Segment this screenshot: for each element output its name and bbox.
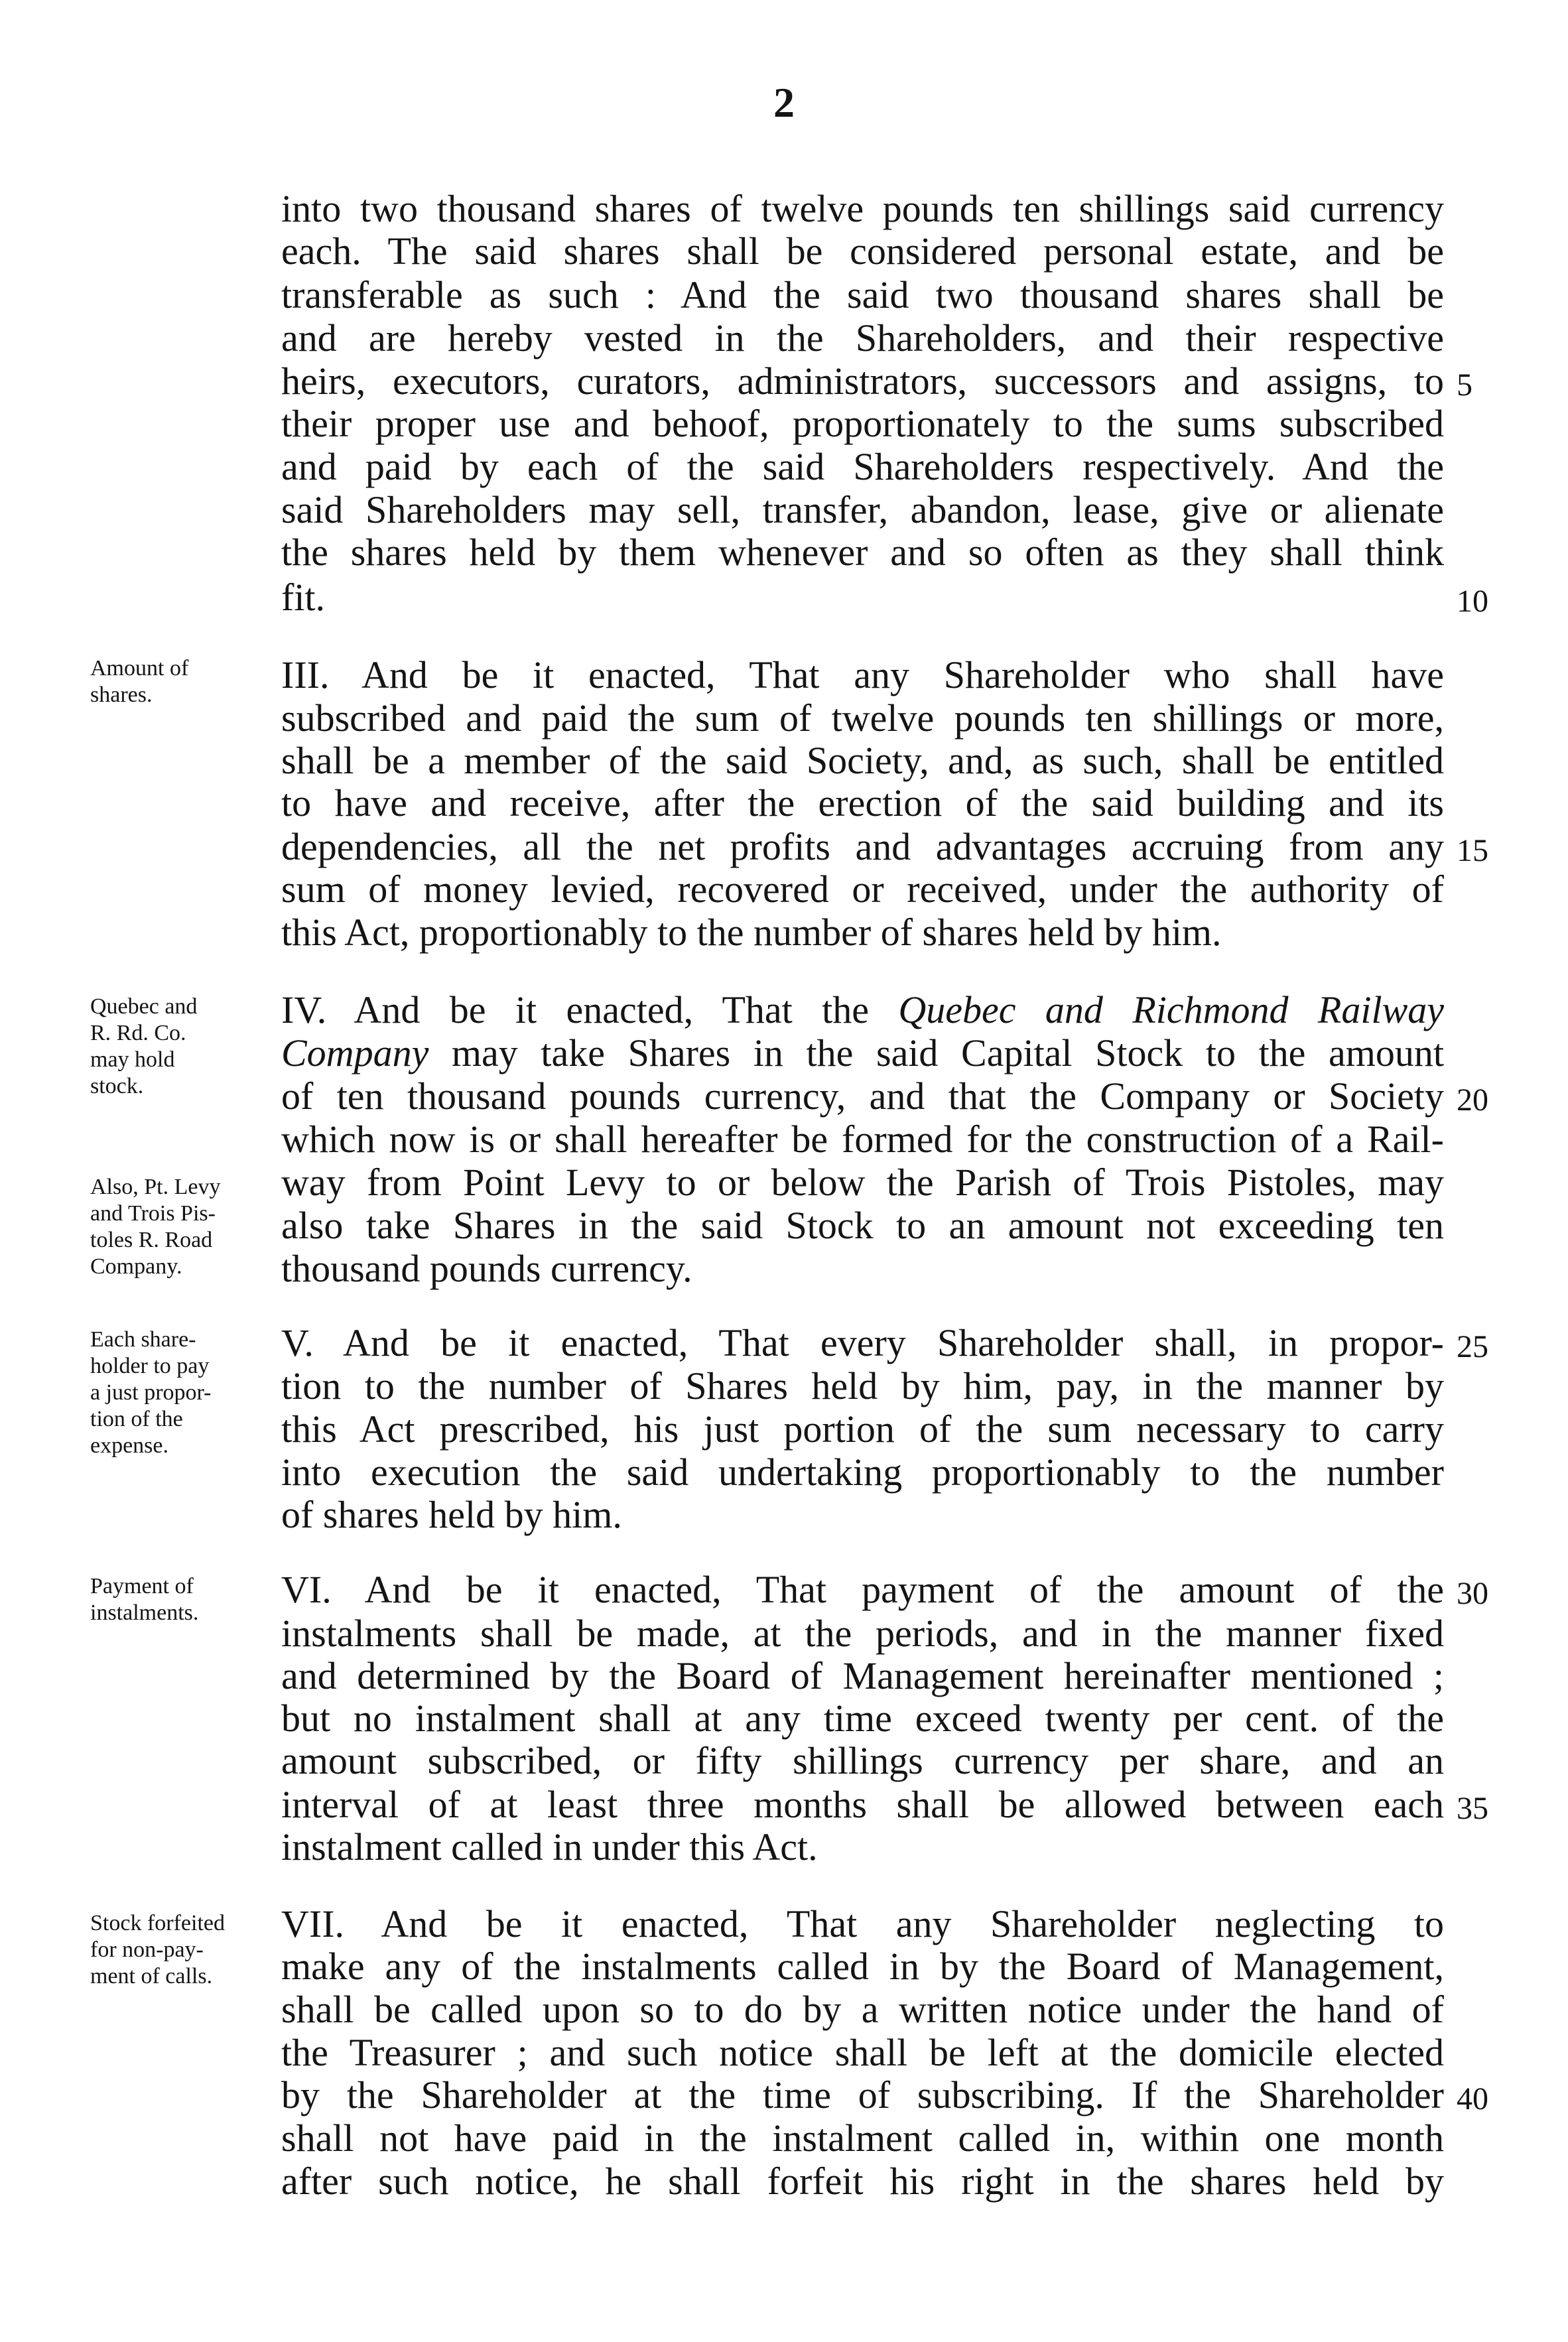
body-line — [281, 359, 1444, 403]
body-line — [281, 988, 1444, 1032]
line-number: 25 — [1457, 1329, 1488, 1364]
text-run: after such notice, he shall forfeit his right in the shares held by — [281, 2160, 1444, 2203]
body-line — [281, 2031, 1444, 2075]
margin-note-line: Stock forfeited — [90, 1911, 225, 1935]
text-run: subscribed and paid the sum of twelve pounds ten shillings or more, — [281, 696, 1444, 740]
body-line — [281, 531, 1444, 574]
body-line — [281, 1783, 1444, 1827]
body-line — [281, 1902, 1444, 1946]
text-run: and paid by each of the said Shareholders respectively. And the — [281, 445, 1444, 488]
text-run: transferable as such : And the said two thousand shares shall be — [281, 273, 1444, 316]
margin-note-line: Also, Pt. Levy — [90, 1175, 221, 1199]
body-line — [281, 402, 1444, 446]
margin-note-line: R. Rd. Co. — [90, 1021, 186, 1045]
text-run: the shares held by them whenever and so often as they shall think — [281, 531, 1444, 574]
body-line — [281, 653, 1444, 697]
body-line — [281, 229, 1444, 273]
line-number: 30 — [1457, 1576, 1488, 1611]
margin-note — [90, 1327, 289, 1459]
line-number: 20 — [1457, 1082, 1488, 1118]
margin-note-line: toles R. Road — [90, 1228, 213, 1252]
margin-note-line: and Trois Pis- — [90, 1201, 216, 1226]
margin-note — [90, 1174, 289, 1280]
body-line — [281, 445, 1444, 489]
body-line — [281, 1654, 1444, 1698]
text-run: the Treasurer ; and such notice shall be left at the domicile elected — [281, 2031, 1444, 2074]
line-number: 15 — [1457, 833, 1488, 868]
body-line — [281, 1697, 1444, 1740]
body-line — [281, 911, 1444, 954]
text-run: interval of at least three months shall be allowed between each — [281, 1783, 1444, 1826]
margin-note-line: for non-pay- — [90, 1937, 204, 1962]
line-number: 10 — [1457, 584, 1488, 619]
body-line — [281, 781, 1444, 825]
body-line — [281, 1739, 1444, 1783]
margin-note-line: holder to pay — [90, 1354, 210, 1378]
body-line — [281, 1493, 1444, 1537]
body-line — [281, 2073, 1444, 2117]
body-line — [281, 316, 1444, 360]
body-line — [281, 1118, 1444, 1161]
line-number: 5 — [1457, 367, 1472, 403]
text-run: Company — [281, 1031, 429, 1074]
margin-note — [90, 1910, 289, 1990]
text-run: VI. And be it enacted, That payment of the amount of the — [281, 1568, 1444, 1611]
text-run: make any of the instalments called in by the Board of Management, — [281, 1945, 1444, 1988]
text-run: instalments shall be made, at the periods, and in the manner fixed — [281, 1612, 1444, 1655]
body-line — [281, 2116, 1444, 2160]
text-run: V. And be it enacted, That every Shareholder shall, in propor- — [281, 1321, 1444, 1364]
text-run: instalment called in under this Act. — [281, 1825, 818, 1868]
text-run: each. The said shares shall be considered personal estate, and be — [281, 229, 1444, 273]
text-run: fit. — [281, 576, 326, 619]
text-run: shall be called upon so to do by a written notice under the hand of — [281, 1988, 1444, 2031]
text-run: and are hereby vested in the Shareholders, and their respective — [281, 316, 1444, 359]
text-run: and determined by the Board of Management hereinafter mentioned ; — [281, 1654, 1444, 1697]
body-line — [281, 1825, 1444, 1869]
margin-note-line: Each share- — [90, 1327, 196, 1352]
margin-note-line: expense. — [90, 1433, 169, 1458]
body-line — [281, 1612, 1444, 1656]
text-run: said Shareholders may sell, transfer, abandon, lease, give or alienate — [281, 488, 1444, 531]
text-run: their proper use and behoof, proportionately to the sums subscribed — [281, 402, 1444, 445]
body-line — [281, 696, 1444, 740]
text-run: heirs, executors, curators, administrators, successors and assigns, to — [281, 359, 1444, 403]
body-line — [281, 1204, 1444, 1248]
body-line — [281, 2160, 1444, 2203]
text-run: into execution the said undertaking proportionably to the number — [281, 1451, 1444, 1494]
text-run: shall be a member of the said Society, and, as such, shall be entitled — [281, 739, 1444, 782]
margin-note-line: Amount of — [90, 656, 189, 681]
line-number: 35 — [1457, 1791, 1488, 1826]
body-line — [281, 1568, 1444, 1612]
text-run: also take Shares in the said Stock to an amount not exceeding ten — [281, 1204, 1444, 1247]
body-line — [281, 1247, 1444, 1291]
text-run: III. And be it enacted, That any Shareholder who shall have — [281, 653, 1444, 696]
text-run: into two thousand shares of twelve pounds ten shillings said currency — [281, 187, 1444, 230]
margin-note — [90, 1573, 289, 1626]
body-line — [281, 1074, 1444, 1118]
body-line — [281, 1988, 1444, 2032]
text-run: may take Shares in the said Capital Stock to the amount — [428, 1031, 1444, 1074]
margin-note-line: Company. — [90, 1254, 182, 1279]
text-run: this Act prescribed, his just portion of the sum necessary to carry — [281, 1407, 1444, 1451]
text-run: IV. And be it enacted, That the — [281, 988, 899, 1031]
text-run: sum of money levied, recovered or received, under the authority of — [281, 868, 1444, 911]
body-line — [281, 187, 1444, 231]
margin-note-line: may hold — [90, 1047, 175, 1072]
margin-note-line: Quebec and — [90, 994, 198, 1019]
text-run: tion to the number of Shares held by him, pay, in the manner by — [281, 1364, 1444, 1407]
text-run: but no instalment shall at any time exceed twenty per cent. of the — [281, 1697, 1444, 1740]
margin-note-line: ment of calls. — [90, 1964, 213, 1988]
text-run: shall not have paid in the instalment called in, within one month — [281, 2116, 1444, 2160]
margin-note — [90, 994, 289, 1100]
text-run: way from Point Levy to or below the Parish of Trois Pistoles, may — [281, 1161, 1444, 1204]
line-number: 40 — [1457, 2081, 1488, 2116]
text-run: this Act, proportionably to the number of shares held by him. — [281, 911, 1222, 954]
margin-note-line: Payment of — [90, 1574, 194, 1598]
text-run: of shares held by him. — [281, 1493, 622, 1536]
margin-note-line: instalments. — [90, 1600, 199, 1625]
margin-note — [90, 655, 289, 708]
body-line — [281, 825, 1444, 869]
body-line — [281, 1451, 1444, 1494]
body-line — [281, 868, 1444, 911]
body-line — [281, 1364, 1444, 1408]
text-run: thousand pounds currency. — [281, 1247, 692, 1290]
page-number: 2 — [773, 79, 795, 126]
text-run: to have and receive, after the erection of the said building and its — [281, 781, 1444, 824]
body-line — [281, 488, 1444, 532]
text-run: which now is or shall hereafter be formed for the construction of a Rail- — [281, 1118, 1444, 1161]
body-line — [281, 739, 1444, 783]
text-run: dependencies, all the net profits and advantages accruing from any — [281, 825, 1444, 868]
body-line — [281, 273, 1444, 317]
margin-note-line: tion of the — [90, 1407, 183, 1431]
margin-note-line: a just propor- — [90, 1380, 212, 1405]
text-run: amount subscribed, or fifty shillings currency per share, and an — [281, 1739, 1444, 1782]
body-line — [281, 1031, 1444, 1075]
text-run: VII. And be it enacted, That any Shareholder neglecting to — [281, 1902, 1444, 1945]
margin-note-line: stock. — [90, 1074, 144, 1098]
text-run: Quebec and Richmond Railway — [898, 988, 1444, 1031]
text-run: by the Shareholder at the time of subscribing. If the Shareholder — [281, 2073, 1444, 2116]
body-line — [281, 1321, 1444, 1365]
body-line — [281, 1161, 1444, 1204]
text-run: of ten thousand pounds currency, and that the Company or Society — [281, 1074, 1444, 1118]
body-line — [281, 1407, 1444, 1451]
margin-note-line: shares. — [90, 683, 153, 707]
body-line — [281, 576, 1444, 619]
body-line — [281, 1945, 1444, 1988]
